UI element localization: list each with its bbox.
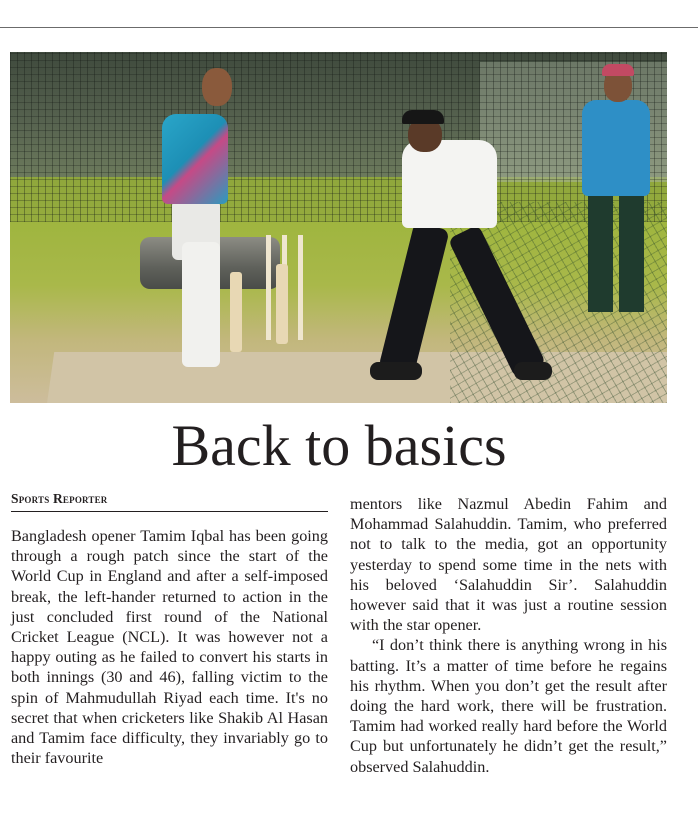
photo-coach-cap	[402, 110, 444, 124]
photo-coach-shoe	[370, 362, 422, 380]
article-column-1	[11, 526, 328, 768]
photo-batsman-head	[202, 68, 232, 106]
photo-stump	[266, 235, 271, 340]
photo-batsman	[162, 114, 228, 204]
byline: Sports Reporter	[11, 491, 108, 506]
article-paragraph: Bangladesh opener Tamim Iqbal has been going through a rough patch since the start of the World Cup in England and after a self-imposed break, the left-hander returned to action in the just concluded first round of the National Cricket League (NCL). It was however not a happy outing as he failed to convert his starts in both innings (30 and 46), falling victim to the spin of Mahmudullah Riyad each time. It's no secret that when cricketers like Shakib Al Hasan and Tamim face difficulty, they invariably go to their favourite	[11, 527, 328, 768]
photo-bat	[276, 264, 288, 344]
photo-batsman-pads	[182, 242, 220, 367]
photo-onlooker-cap	[602, 64, 634, 76]
article-paragraph: “I don’t think there is anything wrong in his batting. It’s a matter of time before he regains his rhythm. When you don’t get the result after doing the hard work, there will be frustration. Tamim had worked really hard before the World Cup but unfortunately he didn’t get the result,” observed Salahuddin.	[350, 636, 667, 776]
top-rule	[0, 27, 698, 28]
photo-coach-shoe	[514, 362, 552, 380]
photo-practice-net	[10, 52, 667, 222]
photo-stump	[298, 235, 303, 340]
photo-onlooker-legs	[588, 194, 644, 312]
headline: Back to basics	[171, 413, 507, 478]
byline-rule	[11, 511, 328, 512]
article-column-2	[350, 494, 667, 777]
article-photo	[10, 52, 667, 403]
photo-coach	[402, 140, 497, 228]
photo-onlooker	[582, 100, 650, 196]
article-paragraph: mentors like Nazmul Abedin Fahim and Mohammad Salahuddin. Tamim, who preferred not to talk to the media, got an opportunity yesterday to spend some time in the nets with his beloved ‘Salahuddin Sir’. Salahuddin however said that it was just a routine session with the star opener.	[350, 495, 667, 635]
photo-bat	[230, 272, 242, 352]
